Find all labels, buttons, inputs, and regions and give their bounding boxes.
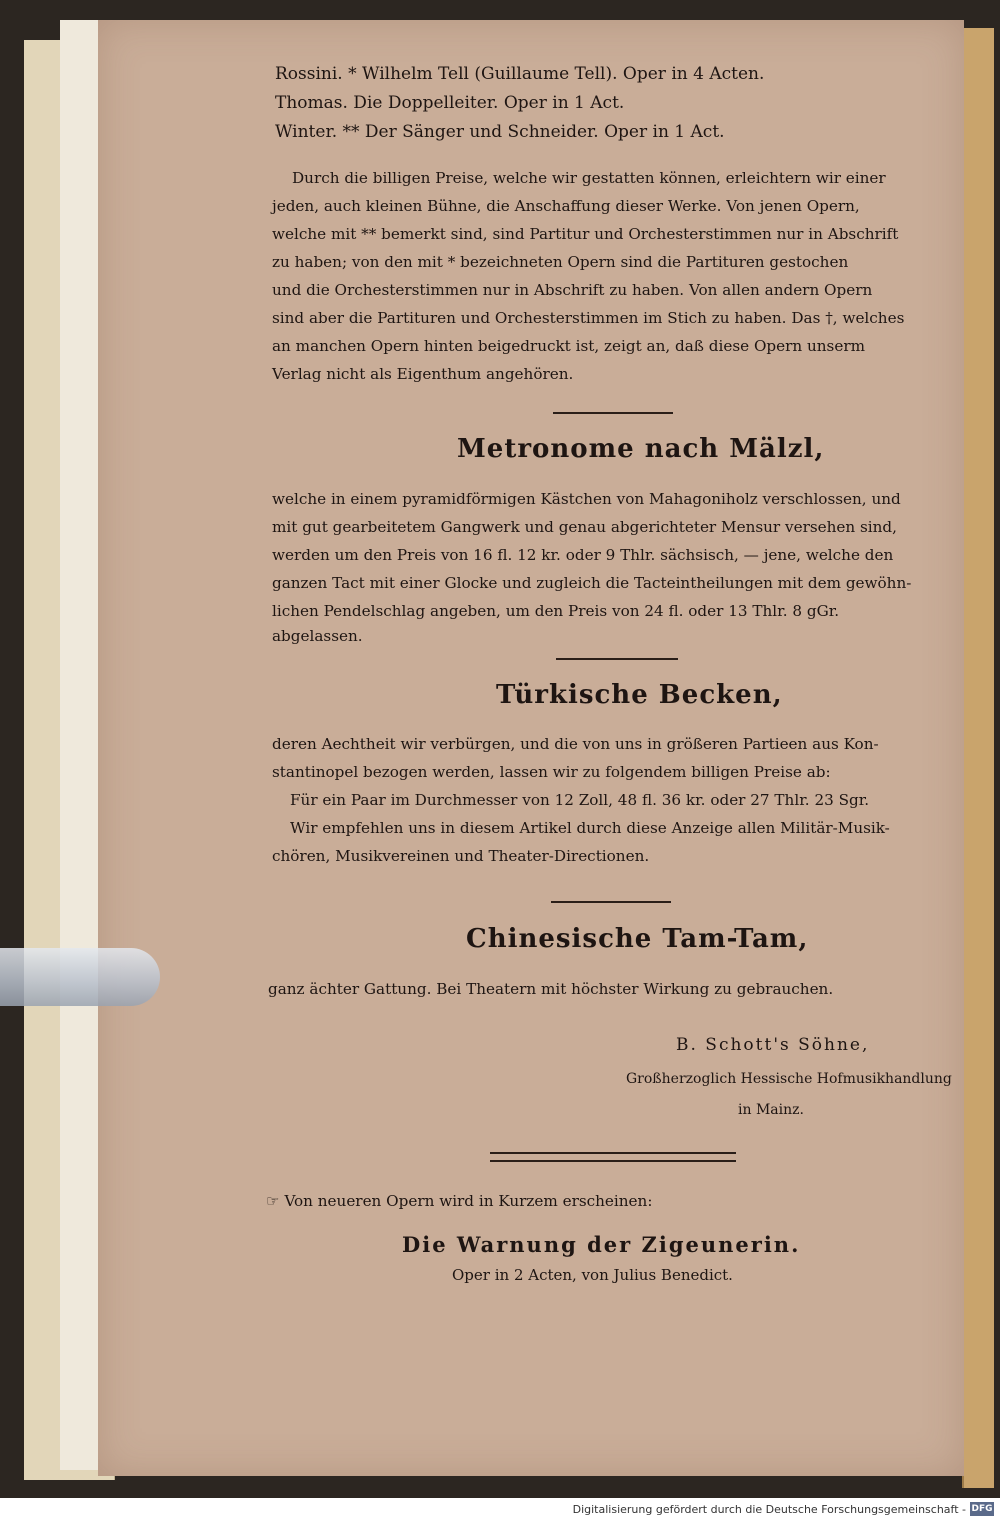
publisher-place: in Mainz. bbox=[738, 1102, 804, 1118]
section-divider bbox=[551, 901, 671, 903]
metronome-line: welche in einem pyramidförmigen Kästchen von Mahagoniholz verschlossen, und bbox=[272, 490, 901, 508]
forthcoming-title: Die Warnung der Zigeunerin. bbox=[402, 1232, 801, 1257]
dfg-logo-icon: DFG bbox=[971, 1504, 993, 1514]
book-edge-right bbox=[962, 28, 994, 1488]
becken-line: Wir empfehlen uns in diesem Artikel durch diese Anzeige allen Militär-Musik- bbox=[290, 819, 890, 837]
opera-line-thomas: Thomas. Die Doppelleiter. Oper in 1 Act. bbox=[275, 93, 625, 113]
becken-heading: Türkische Becken, bbox=[496, 680, 783, 710]
metronome-line: abgelassen. bbox=[272, 627, 363, 645]
intro-line: und die Orchesterstimmen nur in Abschrift zu haben. Von allen andern Opern bbox=[272, 281, 873, 299]
intro-line: sind aber die Partituren und Orchesterstimmen im Stich zu haben. Das †, welches bbox=[272, 309, 905, 327]
section-divider bbox=[556, 658, 678, 660]
intro-line: Verlag nicht als Eigenthum angehören. bbox=[272, 365, 574, 383]
section-divider bbox=[553, 412, 673, 414]
becken-line: deren Aechtheit wir verbürgen, und die von uns in größeren Partieen aus Kon- bbox=[272, 735, 879, 753]
scanner-page-clip bbox=[0, 948, 160, 1006]
metronome-heading: Metronome nach Mälzl, bbox=[457, 434, 825, 464]
becken-line: stantinopel bezogen werden, lassen wir zu folgendem billigen Preise ab: bbox=[272, 763, 831, 781]
becken-line: Für ein Paar im Durchmesser von 12 Zoll, 48 fl. 36 kr. oder 27 Thlr. 23 Sgr. bbox=[290, 791, 870, 809]
publisher-name: B. Schott's Söhne, bbox=[676, 1035, 870, 1055]
metronome-line: ganzen Tact mit einer Glocke und zugleich die Tacteintheilungen mit dem gewöhn- bbox=[272, 574, 912, 592]
intro-line: zu haben; von den mit * bezeichneten Opern sind die Partituren gestochen bbox=[272, 253, 849, 271]
metronome-line: mit gut gearbeitetem Gangwerk und genau abgerichteter Mensur versehen sind, bbox=[272, 518, 897, 536]
tamtam-heading: Chinesische Tam-Tam, bbox=[466, 924, 809, 954]
publisher-title: Großherzoglich Hessische Hofmusikhandlung bbox=[626, 1071, 952, 1087]
forthcoming-subtitle: Oper in 2 Acten, von Julius Benedict. bbox=[452, 1266, 733, 1284]
opera-line-winter: Winter. ** Der Sänger und Schneider. Oper in 1 Act. bbox=[275, 122, 725, 142]
tamtam-line: ganz ächter Gattung. Bei Theatern mit höchster Wirkung zu gebrauchen. bbox=[268, 980, 834, 998]
metronome-line: werden um den Preis von 16 fl. 12 kr. oder 9 Thlr. sächsisch, — jene, welche den bbox=[272, 546, 894, 564]
double-rule bbox=[490, 1152, 736, 1162]
becken-line: chören, Musikvereinen und Theater-Directionen. bbox=[272, 847, 650, 865]
forthcoming-notice: ☞ Von neueren Opern wird in Kurzem erscheinen: bbox=[266, 1192, 653, 1210]
intro-line: jeden, auch kleinen Bühne, die Anschaffung dieser Werke. Von jenen Opern, bbox=[272, 197, 860, 215]
funding-credit: Digitalisierung gefördert durch die Deutsche Forschungsgemeinschaft - bbox=[572, 1503, 966, 1516]
opera-line-rossini: Rossini. * Wilhelm Tell (Guillaume Tell). Oper in 4 Acten. bbox=[275, 64, 765, 84]
intro-line: Durch die billigen Preise, welche wir gestatten können, erleichtern wir einer bbox=[292, 169, 886, 187]
intro-line: welche mit ** bemerkt sind, sind Partitur und Orchesterstimmen nur in Abschrift bbox=[272, 225, 899, 243]
intro-line: an manchen Opern hinten beigedruckt ist, zeigt an, daß diese Opern unserm bbox=[272, 337, 865, 355]
metronome-line: lichen Pendelschlag angeben, um den Preis von 24 fl. oder 13 Thlr. 8 gGr. bbox=[272, 602, 840, 620]
